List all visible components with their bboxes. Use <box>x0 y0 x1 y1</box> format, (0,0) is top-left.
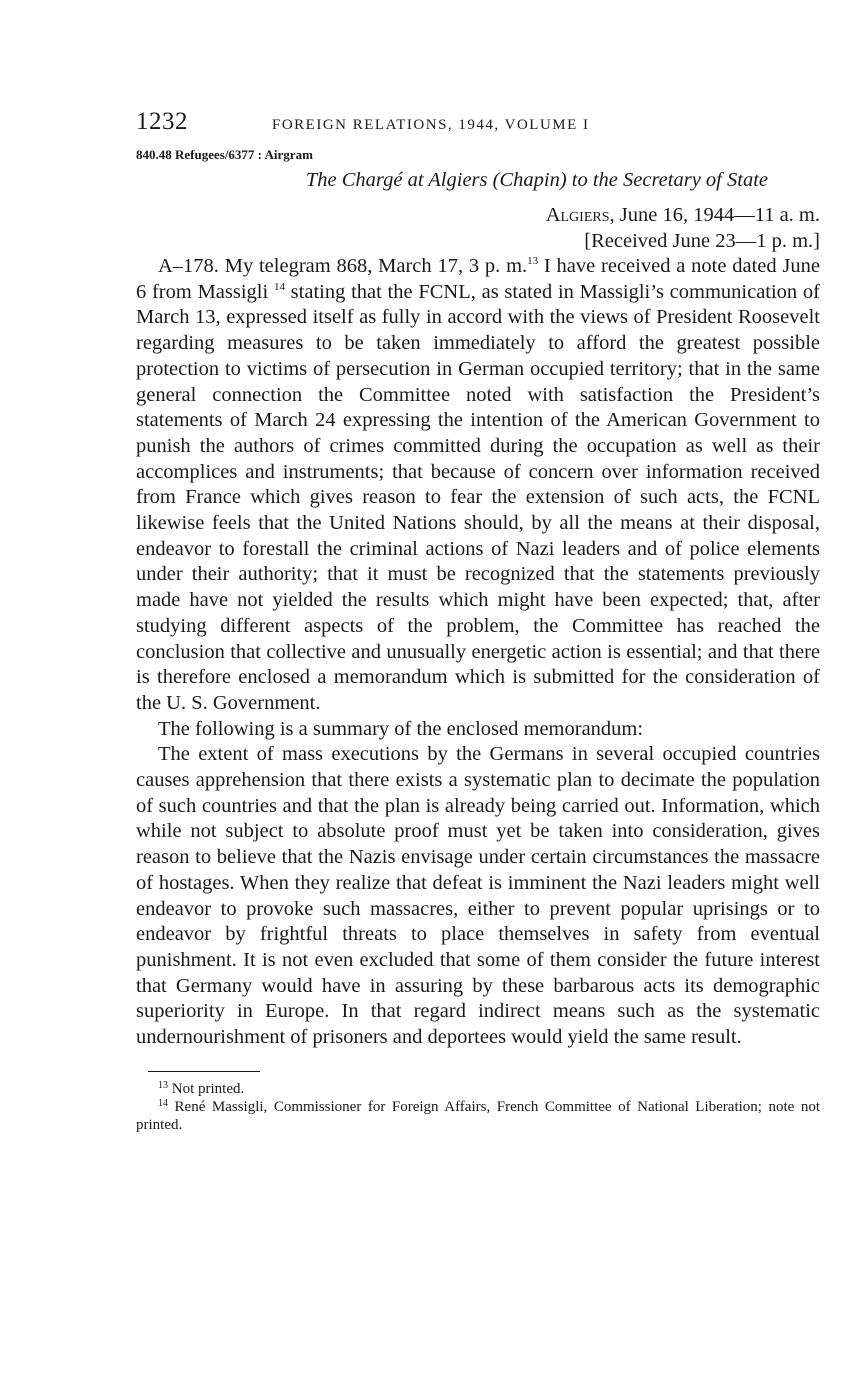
footnotes <box>136 1080 820 1134</box>
paragraph-1-part-c: stating that the FCNL, as stated in Massigli’s communication of March 13, expressed itself as fully in accord with the views of President Roosevelt regarding measures to be taken immediately to afford the greatest possible protection to victims of persecution in German occupied territory; that in the same general connection the Committee noted with satisfaction the President’s statements of March 24 expressing the intention of the American Government to punish the authors of crimes committed during the occupation as well as their accomplices and instruments; that because of concern over information received from France which gives reason to fear the extension of such acts, the FCNL likewise feels that the United Nations should, by all the means at their disposal, endeavor to forestall the criminal actions of Nazi leaders and of police elements under their authority; that it must be recognized that the statements previously made have not yielded the results which might have been expected; that, after studying different aspects of the problem, the Committee has reached the conclusion that collective and unusually energetic action is essential; and that there is therefore enclosed a memorandum which is submitted for the consideration of the U. S. Government. <box>136 280 820 714</box>
document-title: The Chargé at Algiers (Chapin) to the Secretary of State <box>305 169 768 191</box>
dateline-place: Algiers <box>545 204 610 226</box>
paragraph-1 <box>136 254 820 717</box>
paragraph-1-part-b: I have received a note dated June 6 from Massigli <box>136 255 820 303</box>
footnote-13 <box>136 1080 820 1098</box>
footnote-13-text: Not printed. <box>171 1080 245 1097</box>
footnote-14-text: René Massigli, Commissioner for Foreign Affairs, French Committee of National Liberation; note not printed. <box>136 1098 820 1133</box>
footnote-14 <box>136 1098 820 1134</box>
page-number: 1232 <box>136 108 188 135</box>
paragraph-3: The extent of mass executions by the Germans in several occupied countries causes apprehension that there exists a systematic plan to decimate the population of such countries and that the plan is already being carried out. Information, which while not subject to absolute proof must yet be taken into consideration, gives reason to believe that the Nazis envisage under certain circumstances the massacre of hostages. When they realize that defeat is imminent the Nazi leaders might well endeavor to provoke such massacres, either to prevent popular uprisings or to endeavor by frightful threats to place themselves in safety from eventual punishment. It is not even excluded that some of them consider the future interest that Germany would have in assuring by these barbarous acts its demographic superiority in Europe. In that regard indirect means such as the systematic undernourishment of prisoners and deportees would yield the same result. <box>136 743 820 1049</box>
dateline-received: [Received June 23—1 p. m.] <box>584 230 820 252</box>
dateline <box>136 202 820 254</box>
footnote-divider <box>148 1071 260 1072</box>
running-head: FOREIGN RELATIONS, 1944, VOLUME I <box>272 117 590 133</box>
page-header <box>136 108 820 142</box>
dateline-date: , June 16, 1944—11 a. m. <box>609 204 820 226</box>
paragraph-2: The following is a summary of the enclosed memorandum: <box>158 717 644 740</box>
footnote-14-mark: 14 <box>158 1097 168 1109</box>
dateline-sent <box>136 202 820 228</box>
footnote-ref-14: 14 <box>273 280 285 293</box>
footnote-13-mark: 13 <box>158 1079 168 1091</box>
document-page <box>136 108 820 1134</box>
footnote-ref-13: 13 <box>527 255 539 267</box>
file-reference: 840.48 Refugees/6377 : Airgram <box>136 147 313 162</box>
paragraph-1-part-a: A–178. My telegram 868, March 17, 3 p. m. <box>158 255 528 277</box>
